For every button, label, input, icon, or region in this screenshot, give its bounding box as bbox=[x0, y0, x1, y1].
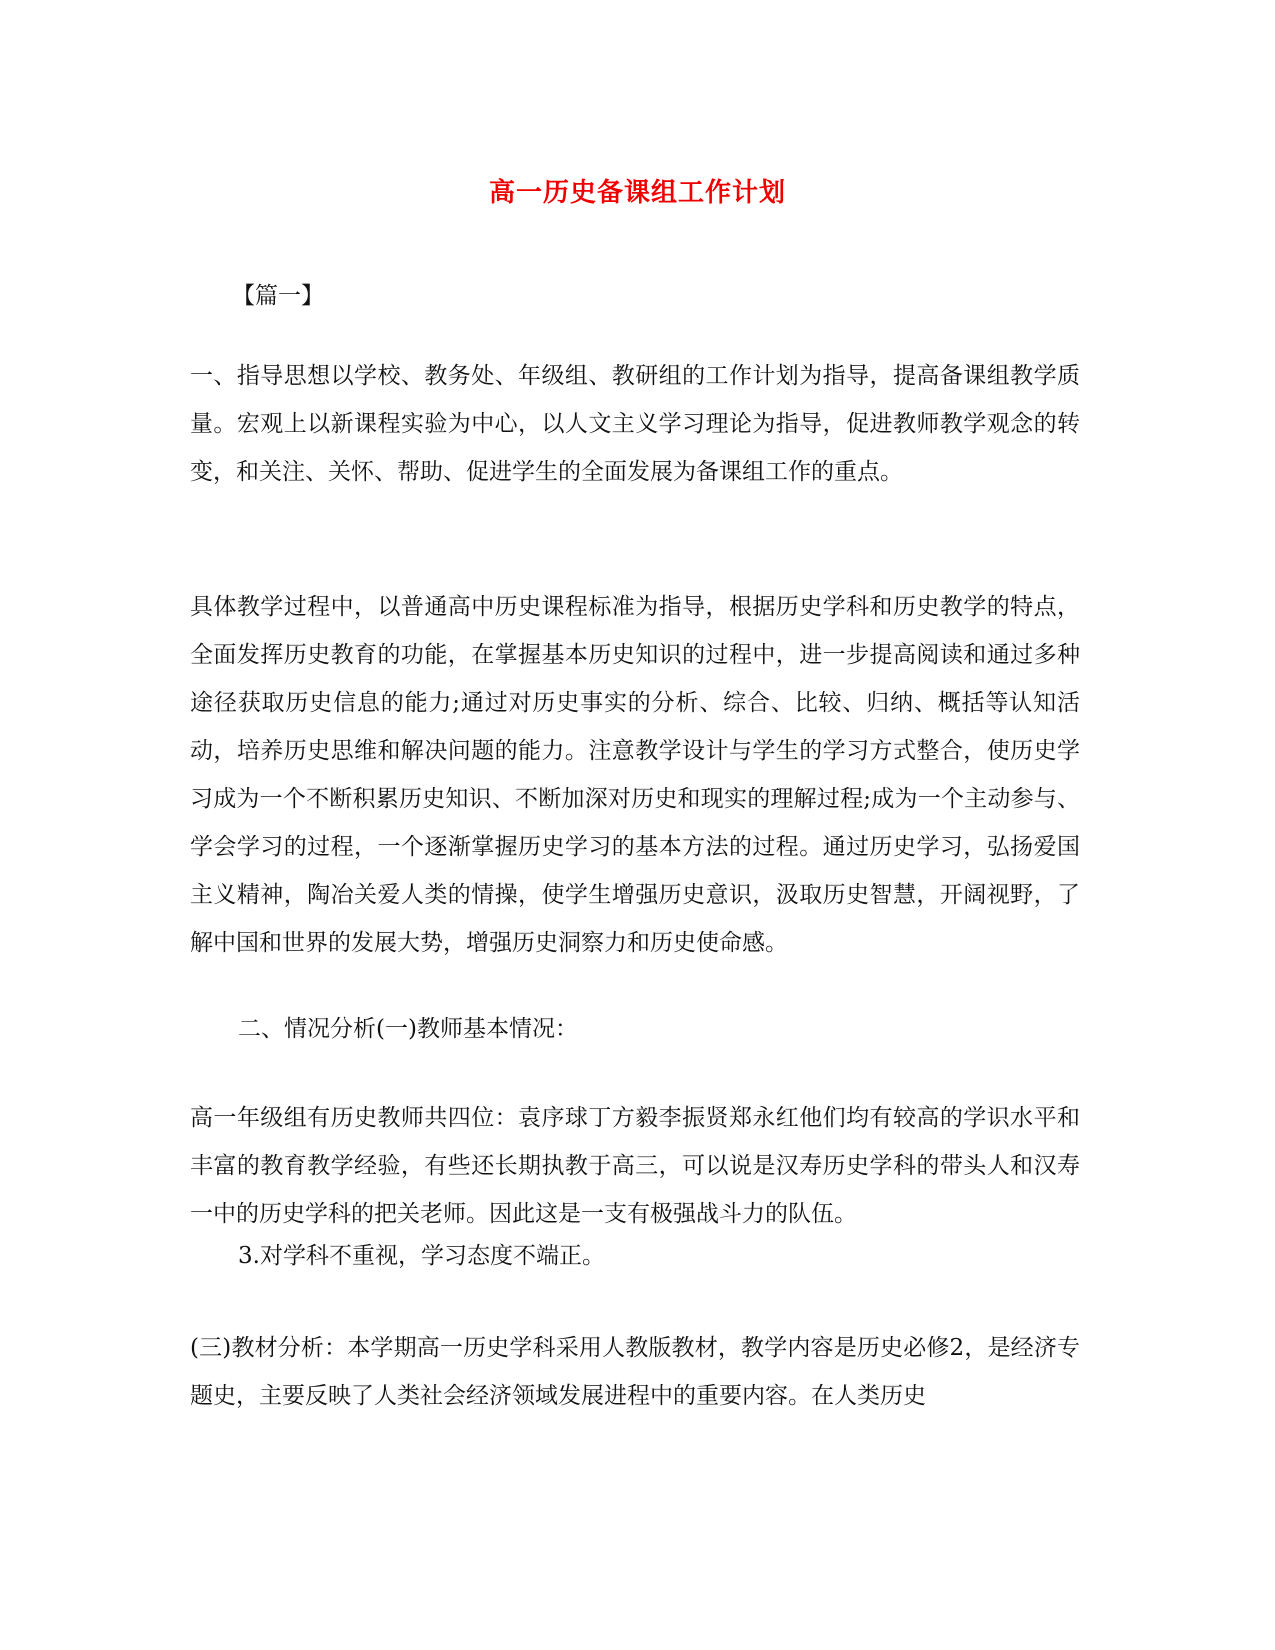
paragraph-list-item-3: 3.对学科不重视，学习态度不端正。 bbox=[238, 1243, 605, 1269]
document-title: 高一历史备课组工作计划 bbox=[488, 178, 786, 208]
section-heading: 【篇一】 bbox=[232, 283, 324, 309]
paragraph-teacher-situation: 高一年级组有历史教师共四位：袁序球丁方毅李振贤郑永红他们均有较高的学识水平和丰富的教育教学经验，有些还长期执教于高三，可以说是汉寿历史学科的带头人和汉寿一中的历史学科的把关老师。因此这是一支有极强战斗力的队伍。 bbox=[190, 1105, 1080, 1227]
paragraph-textbook-analysis: (三)教材分析：本学期高一历史学科采用人教版教材，教学内容是历史必修2，是经济专题史，主要反映了人类社会经济领域发展进程中的重要内容。在人类历史 bbox=[190, 1335, 1080, 1409]
paragraph-guiding-thought: 一、指导思想以学校、教务处、年级组、教研组的工作计划为指导，提高备课组教学质量。宏观上以新课程实验为中心，以人文主义学习理论为指导，促进教师教学观念的转变，和关注、关怀、帮助、促进学生的全面发展为备课组工作的重点。 bbox=[190, 363, 1080, 485]
paragraph-teaching-process: 具体教学过程中，以普通高中历史课程标准为指导，根据历史学科和历史教学的特点，全面发挥历史教育的功能，在掌握基本历史知识的过程中，进一步提高阅读和通过多种途径获取历史信息的能力;通过对历史事实的分析、综合、比较、归纳、概括等认知活动，培养历史思维和解决问题的能力。注意教学设计与学生的学习方式整合，使历史学习成为一个不断积累历史知识、不断加深对历史和现实的理解过程;成为一个主动参与、学会学习的过程，一个逐渐掌握历史学习的基本方法的过程。通过历史学习，弘扬爱国主义精神，陶冶关爱人类的情操，使学生增强历史意识，汲取历史智慧，开阔视野，了解中国和世界的发展大势，增强历史洞察力和历史使命感。 bbox=[190, 594, 1080, 956]
paragraph-situation-heading: 二、情况分析(一)教师基本情况： bbox=[238, 1016, 578, 1042]
